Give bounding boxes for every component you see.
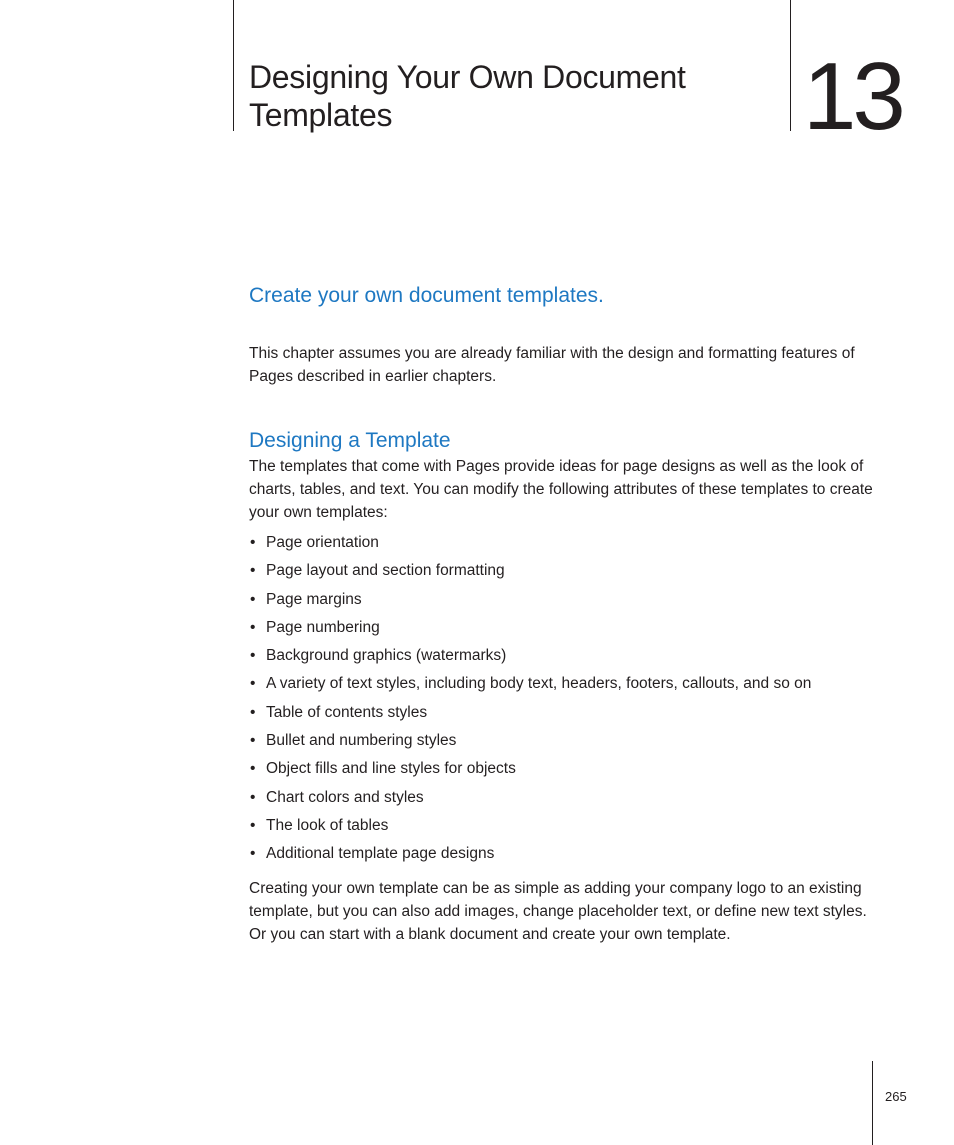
list-item [249, 672, 889, 700]
bullet-icon: • [250, 760, 256, 778]
intro-heading: Create your own document templates. [249, 284, 604, 307]
list-item [249, 644, 889, 672]
bullet-icon: • [250, 647, 256, 665]
list-item [249, 531, 889, 559]
attribute-list [249, 531, 889, 871]
list-item [249, 588, 889, 616]
list-item [249, 786, 889, 814]
list-item-text: Table of contents styles [266, 703, 428, 721]
bullet-icon: • [250, 816, 256, 834]
intro-paragraph: This chapter assumes you are already familiar with the design and formatting features of Pages described in earlier chapters. [249, 345, 855, 385]
closing-paragraph: Creating your own template can be as simple as adding your company logo to an existing template, but you can also add images, change placeholder text, or define new text styles. Or you can start with a blank document and create your own template. [249, 880, 867, 943]
bullet-icon: • [250, 788, 256, 806]
list-item [249, 842, 889, 870]
section-heading: Designing a Template [249, 429, 451, 452]
list-item-text: Additional template page designs [266, 845, 495, 863]
list-item-text: Page orientation [266, 534, 379, 551]
bullet-icon: • [250, 590, 256, 608]
page-number: 265 [885, 1089, 907, 1104]
list-item [249, 616, 889, 644]
list-item-text: The look of tables [266, 816, 389, 834]
bullet-icon: • [250, 618, 256, 636]
list-item-text: Background graphics (watermarks) [266, 647, 507, 665]
chapter-title: Designing Your Own Document Templates [249, 59, 686, 133]
list-item-text: Bullet and numbering styles [266, 732, 457, 750]
chapter-number: 13 [803, 43, 902, 150]
list-item [249, 701, 889, 729]
list-item [249, 559, 889, 587]
bullet-icon: • [250, 732, 256, 750]
list-item [249, 814, 889, 842]
footer-rule [872, 1061, 873, 1145]
list-item [249, 757, 889, 785]
list-item-text: A variety of text styles, including body text, headers, footers, callouts, and so on [266, 675, 812, 693]
bullet-icon: • [250, 534, 256, 551]
list-item-text: Chart colors and styles [266, 788, 424, 806]
bullet-icon: • [250, 562, 256, 580]
bullet-icon: • [250, 845, 256, 863]
chapter-rule-right [790, 0, 791, 131]
list-item-text: Page margins [266, 590, 362, 608]
list-item [249, 729, 889, 757]
bullet-icon: • [250, 703, 256, 721]
bullet-icon: • [250, 675, 256, 693]
section-paragraph: The templates that come with Pages provide ideas for page designs as well as the look of charts, tables, and text. You can modify the following attributes of these templates to create your own templates: [249, 458, 873, 521]
list-item-text: Object fills and line styles for objects [266, 760, 516, 778]
chapter-rule-left [233, 0, 234, 131]
list-item-text: Page numbering [266, 618, 380, 636]
list-item-text: Page layout and section formatting [266, 562, 505, 580]
